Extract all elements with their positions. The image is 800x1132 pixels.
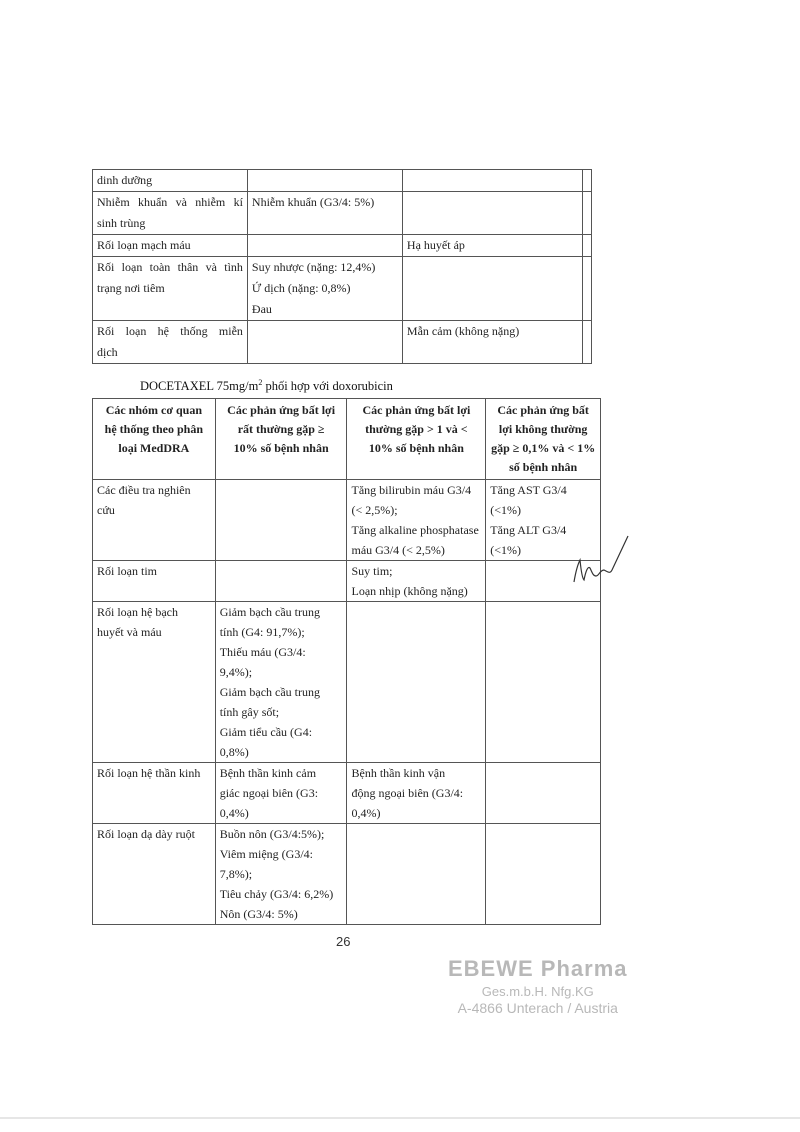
cell-line: (<1%)	[490, 543, 522, 557]
table-row	[93, 192, 592, 235]
common-cell	[347, 763, 486, 824]
cell-line: Mẫn cảm (không nặng)	[406, 324, 520, 338]
cell-line: (<1%)	[490, 503, 522, 517]
handwritten-signature-icon	[566, 530, 636, 590]
cell-line: Thiếu máu (G3/4:	[219, 645, 306, 659]
cell-line: rất thường gặp ≥	[237, 422, 325, 436]
table-row	[93, 480, 601, 561]
table-row	[93, 235, 592, 257]
very-common-cell	[215, 763, 347, 824]
very-common-cell	[247, 321, 402, 364]
adverse-reactions-table-continued	[92, 169, 592, 364]
very-common-cell	[247, 192, 402, 235]
cell-line: Các phản ứng bất lợi	[362, 403, 471, 417]
cell-line: Nhiễm khuẩn và nhiễm kí	[97, 195, 243, 209]
very-common-cell	[247, 235, 402, 257]
cell-line: Các phản ứng bất	[497, 403, 589, 417]
cell-line: loại MedDRA	[118, 441, 190, 455]
table-row	[93, 561, 601, 602]
cell-line: Tiêu chảy (G3/4: 6,2%)	[219, 887, 334, 901]
docetaxel-doxorubicin-adverse-reactions-table	[92, 398, 601, 925]
stamp-company-address: A-4866 Unterach / Austria	[457, 1000, 618, 1016]
organ-class-cell	[93, 824, 216, 925]
common-cell	[347, 561, 486, 602]
organ-class-cell	[93, 192, 248, 235]
cell-line: gặp ≥ 0,1% và < 1%	[491, 441, 596, 455]
cell-line: dịch	[97, 345, 118, 359]
uncommon-cell	[583, 235, 592, 257]
cell-line: tính (G4: 91,7%);	[219, 625, 305, 639]
cell-line: Bệnh thần kinh cảm	[219, 766, 317, 780]
stamp-company-form: Ges.m.b.H. Nfg.KG	[481, 984, 594, 999]
cell-line: 10% số bệnh nhân	[233, 441, 329, 455]
cell-line: Các phản ứng bất lợi	[227, 403, 336, 417]
common-cell	[402, 235, 582, 257]
organ-class-cell	[93, 480, 216, 561]
cell-line: Tăng bilirubin máu G3/4	[351, 483, 472, 497]
cell-line: thường gặp > 1 và <	[365, 422, 468, 436]
common-cell	[402, 257, 582, 321]
cell-line: Đau	[251, 302, 272, 316]
cell-line: Rối loạn hệ thần kinh	[97, 766, 201, 780]
page-bottom-edge	[0, 1117, 800, 1119]
cell-line: Nôn (G3/4: 5%)	[219, 907, 298, 921]
caption-suffix: phối hợp với doxorubicin	[262, 379, 393, 394]
cell-line: động ngoại biên (G3/4:	[351, 786, 464, 800]
uncommon-cell	[583, 192, 592, 235]
table-caption	[140, 378, 393, 394]
organ-class-cell	[93, 257, 248, 321]
column-header	[93, 399, 216, 480]
cell-line: Suy nhược (nặng: 12,4%)	[251, 260, 376, 274]
cell-line: Rối loạn dạ dày ruột	[97, 827, 195, 841]
table-row	[93, 257, 592, 321]
column-header	[347, 399, 486, 480]
page-number: 26	[336, 934, 351, 949]
common-cell	[402, 321, 582, 364]
common-cell	[347, 480, 486, 561]
organ-class-cell	[93, 602, 216, 763]
table-body	[93, 170, 592, 364]
cell-line: lợi không thường	[498, 422, 588, 436]
table-body	[93, 480, 601, 925]
common-cell	[402, 170, 582, 192]
table-header	[93, 399, 601, 480]
cell-line: Tăng AST G3/4	[490, 483, 567, 497]
cell-line: 0,4%)	[219, 806, 249, 820]
column-header	[486, 399, 601, 480]
very-common-cell	[247, 257, 402, 321]
common-cell	[347, 824, 486, 925]
cell-line: Loạn nhịp (không nặng)	[351, 584, 468, 598]
cell-line: Nhiễm khuẩn (G3/4: 5%)	[251, 195, 375, 209]
caption-text: DOCETAXEL 75mg/m	[140, 379, 259, 394]
cell-line: Rối loạn tim	[97, 564, 157, 578]
cell-line: Buồn nôn (G3/4:5%);	[219, 827, 325, 841]
cell-line: Giảm tiểu cầu (G4:	[219, 725, 313, 739]
cell-line: trạng nơi tiêm	[97, 281, 165, 295]
organ-class-cell	[93, 321, 248, 364]
table-row	[93, 824, 601, 925]
cell-line: dinh dưỡng	[97, 173, 153, 187]
cell-line: máu G3/4 (< 2,5%)	[351, 543, 445, 557]
uncommon-cell	[486, 824, 601, 925]
cell-line: huyết và máu	[97, 625, 162, 639]
header-row	[93, 399, 601, 480]
cell-line: sinh trùng	[97, 216, 146, 230]
cell-line: Các điều tra nghiên	[97, 483, 191, 497]
cell-line: 0,8%)	[219, 745, 249, 759]
uncommon-cell	[486, 763, 601, 824]
very-common-cell	[215, 480, 347, 561]
cell-line: Các nhóm cơ quan	[105, 403, 203, 417]
cell-line: Bệnh thần kinh vận	[351, 766, 446, 780]
table-row	[93, 763, 601, 824]
cell-line: giác ngoại biên (G3:	[219, 786, 319, 800]
cell-line: Hạ huyết áp	[406, 238, 465, 252]
very-common-cell	[215, 824, 347, 925]
cell-line: Ứ dịch (nặng: 0,8%)	[251, 281, 351, 295]
uncommon-cell	[583, 257, 592, 321]
cell-line: 10% số bệnh nhân	[368, 441, 464, 455]
organ-class-cell	[93, 170, 248, 192]
cell-line: Giảm bạch cầu trung	[219, 605, 321, 619]
cell-line: 7,8%);	[219, 867, 253, 881]
cell-line: Rối loạn hệ bạch	[97, 605, 178, 619]
very-common-cell	[215, 602, 347, 763]
cell-line: 0,4%)	[351, 806, 381, 820]
cell-line: Suy tim;	[351, 564, 393, 578]
cell-line: tính gây sốt;	[219, 705, 280, 719]
table-row	[93, 170, 592, 192]
very-common-cell	[215, 561, 347, 602]
cell-line: cứu	[97, 503, 115, 517]
common-cell	[347, 602, 486, 763]
cell-line: Viêm miệng (G3/4:	[219, 847, 313, 861]
uncommon-cell	[486, 602, 601, 763]
caption-superscript: 2	[258, 378, 263, 387]
uncommon-cell	[583, 321, 592, 364]
cell-line: (< 2,5%);	[351, 503, 398, 517]
cell-line: Tăng ALT G3/4	[490, 523, 567, 537]
column-header	[215, 399, 347, 480]
table-row	[93, 602, 601, 763]
cell-line: số bệnh nhân	[509, 460, 578, 474]
cell-line: hệ thống theo phân	[104, 422, 204, 436]
very-common-cell	[247, 170, 402, 192]
organ-class-cell	[93, 763, 216, 824]
organ-class-cell	[93, 235, 248, 257]
cell-line: Rối loạn mạch máu	[97, 238, 191, 252]
cell-line: Giảm bạch cầu trung	[219, 685, 321, 699]
cell-line: 9,4%);	[219, 665, 253, 679]
company-stamp	[448, 956, 628, 1016]
cell-line: Rối loạn hệ thống miễn	[97, 324, 243, 338]
cell-line: Rối loạn toàn thân và tình	[97, 260, 243, 274]
organ-class-cell	[93, 561, 216, 602]
table-row	[93, 321, 592, 364]
stamp-company-name: EBEWE Pharma	[448, 956, 628, 981]
cell-line: Tăng alkaline phosphatase	[351, 523, 479, 537]
uncommon-cell	[583, 170, 592, 192]
common-cell	[402, 192, 582, 235]
